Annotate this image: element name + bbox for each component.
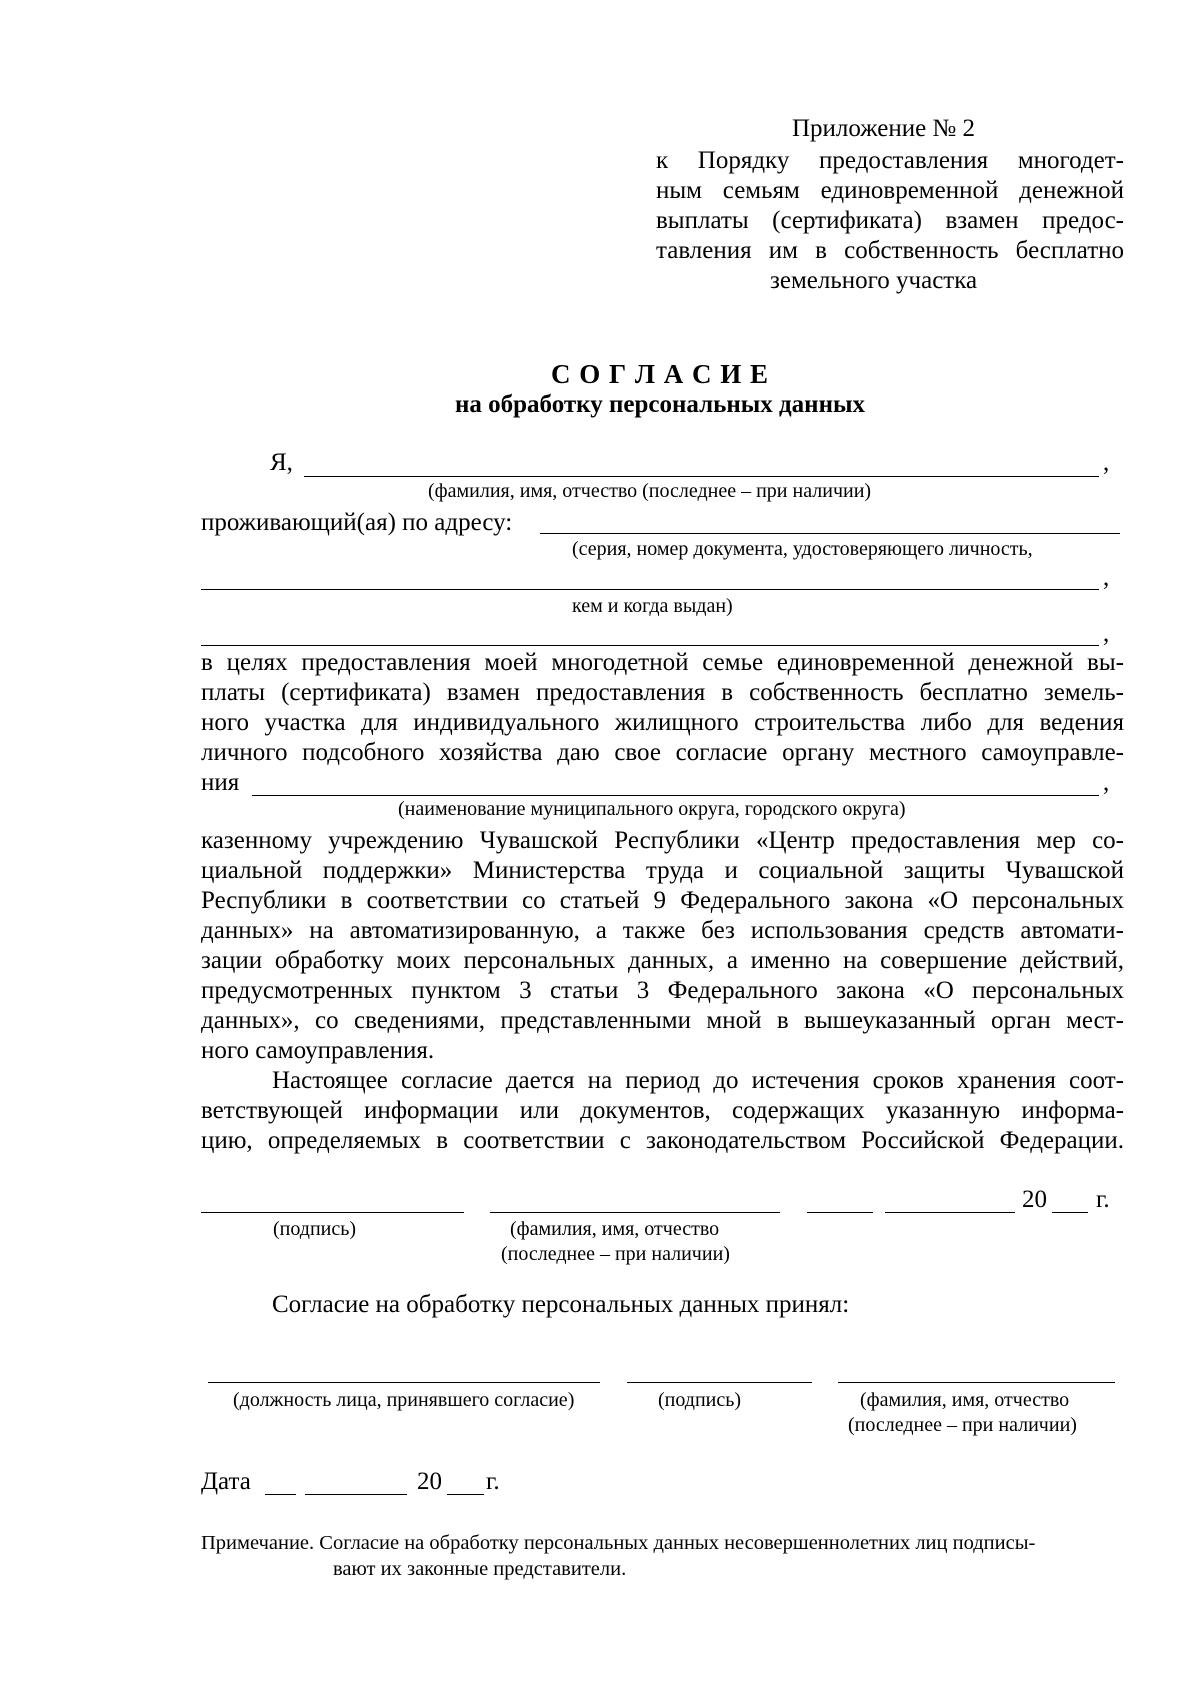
comma: , <box>1103 564 1110 591</box>
signature-hint: (подпись) <box>273 1218 357 1240</box>
position-input-line[interactable] <box>208 1382 600 1383</box>
accepted-fio-hint-1: (фамилия, имя, отчество <box>860 1389 1070 1411</box>
period-line: цию, определяемых в соответствии с законодательством Российской Федерации. <box>201 1127 1124 1154</box>
nia-label: ния <box>201 769 240 796</box>
appendix-line-3: выплаты (сертификата) взамен предос- <box>656 207 1124 234</box>
fio-hint-1: (фамилия, имя, отчество <box>510 1218 720 1240</box>
year-suffix: г. <box>1096 1186 1110 1213</box>
body-line: предусмотренных пунктом 3 статьи 3 Федерального закона «О персональных <box>201 977 1124 1004</box>
document-title: С О Г Л А С И Е <box>550 359 770 389</box>
comma: , <box>1103 620 1110 647</box>
body-line: в целях предоставления моей многодетной семье единовременной денежной вы- <box>201 649 1124 676</box>
fio-signature-input-line[interactable] <box>490 1212 780 1213</box>
appendix-line-5: земельного участка <box>770 267 978 294</box>
document-subtitle: на обработку персональных данных <box>455 391 865 418</box>
appendix-number: Приложение № 2 <box>792 115 976 142</box>
fio-input-line[interactable] <box>304 476 1099 477</box>
accepted-label: Согласие на обработку персональных данных принял: <box>272 1291 850 1318</box>
body-line: ного самоуправления. <box>201 1037 435 1064</box>
date-year-suffix: г. <box>486 1468 500 1495</box>
body-line: ного участка для индивидуального жилищного строительства либо для ведения <box>201 709 1124 736</box>
issued-input-line[interactable] <box>201 645 1099 646</box>
fio-hint-2: (последнее – при наличии) <box>501 1243 730 1265</box>
body-line: данных» на автоматизированную, а также без использования средств автомати- <box>201 917 1124 944</box>
date-year-input-line[interactable] <box>447 1494 484 1495</box>
body-line: личного подсобного хозяйства даю свое согласие органу местного самоуправле- <box>201 739 1124 766</box>
body-line: казенному учреждению Чувашской Республики «Центр предоставления мер со- <box>201 827 1124 854</box>
note-line-2: вают их законные представители. <box>333 1558 627 1580</box>
comma: , <box>1103 449 1110 476</box>
address-label: проживающий(ая) по адресу: <box>201 509 513 536</box>
date-label: Дата <box>201 1468 251 1495</box>
position-hint: (должность лица, принявшего согласие) <box>233 1389 575 1411</box>
appendix-line-2: ным семьям единовременной денежной <box>656 177 1124 204</box>
body-line: Республики в соответствии со статьей 9 Федерального закона «О персональных <box>201 887 1124 914</box>
body-line: данных», со сведениями, представленными мной в вышеуказанный орган мест- <box>201 1007 1124 1034</box>
note-line-1: Примечание. Согласие на обработку персональных данных несовершеннолетних лиц подписы- <box>201 1532 1036 1554</box>
accepted-fio-input-line[interactable] <box>838 1382 1115 1383</box>
appendix-line-4: тавления им в собственность бесплатно <box>656 237 1124 264</box>
day-input-line[interactable] <box>807 1212 873 1213</box>
comma: , <box>1103 769 1110 796</box>
document-input-line[interactable] <box>201 589 1099 590</box>
month-input-line[interactable] <box>885 1212 1015 1213</box>
period-line: ветствующей информации или документов, содержащих указанную информа- <box>201 1097 1124 1124</box>
accepted-signature-input-line[interactable] <box>627 1382 812 1383</box>
issued-hint: кем и когда выдан) <box>572 595 733 617</box>
appendix-line-1: к Порядку предоставления многодет- <box>656 147 1124 174</box>
date-month-input-line[interactable] <box>305 1494 407 1495</box>
ya-label: Я, <box>270 449 293 476</box>
document-hint: (серия, номер документа, удостоверяющего личность, <box>572 538 1033 560</box>
address-input-line[interactable] <box>540 533 1120 534</box>
accepted-signature-hint: (подпись) <box>658 1389 742 1411</box>
date-day-input-line[interactable] <box>265 1494 296 1495</box>
accepted-fio-hint-2: (последнее – при наличии) <box>848 1414 1077 1436</box>
municipality-input-line[interactable] <box>252 795 1099 796</box>
signature-input-line[interactable] <box>201 1212 464 1213</box>
period-line: Настоящее согласие дается на период до истечения сроков хранения соот- <box>272 1067 1124 1094</box>
body-line: зации обработку моих персональных данных, а именно на совершение действий, <box>201 947 1124 974</box>
body-line: платы (сертификата) взамен предоставления в собственность бесплатно земель- <box>201 679 1124 706</box>
year-input-line[interactable] <box>1052 1212 1088 1213</box>
year-prefix: 20 <box>1022 1186 1047 1213</box>
municipality-hint: (наименование муниципального округа, городского округа) <box>398 798 906 820</box>
fio-hint: (фамилия, имя, отчество (последнее – при наличии) <box>428 480 872 502</box>
date-year-prefix: 20 <box>417 1468 442 1495</box>
body-line: циальной поддержки» Министерства труда и социальной защиты Чувашской <box>201 857 1124 884</box>
